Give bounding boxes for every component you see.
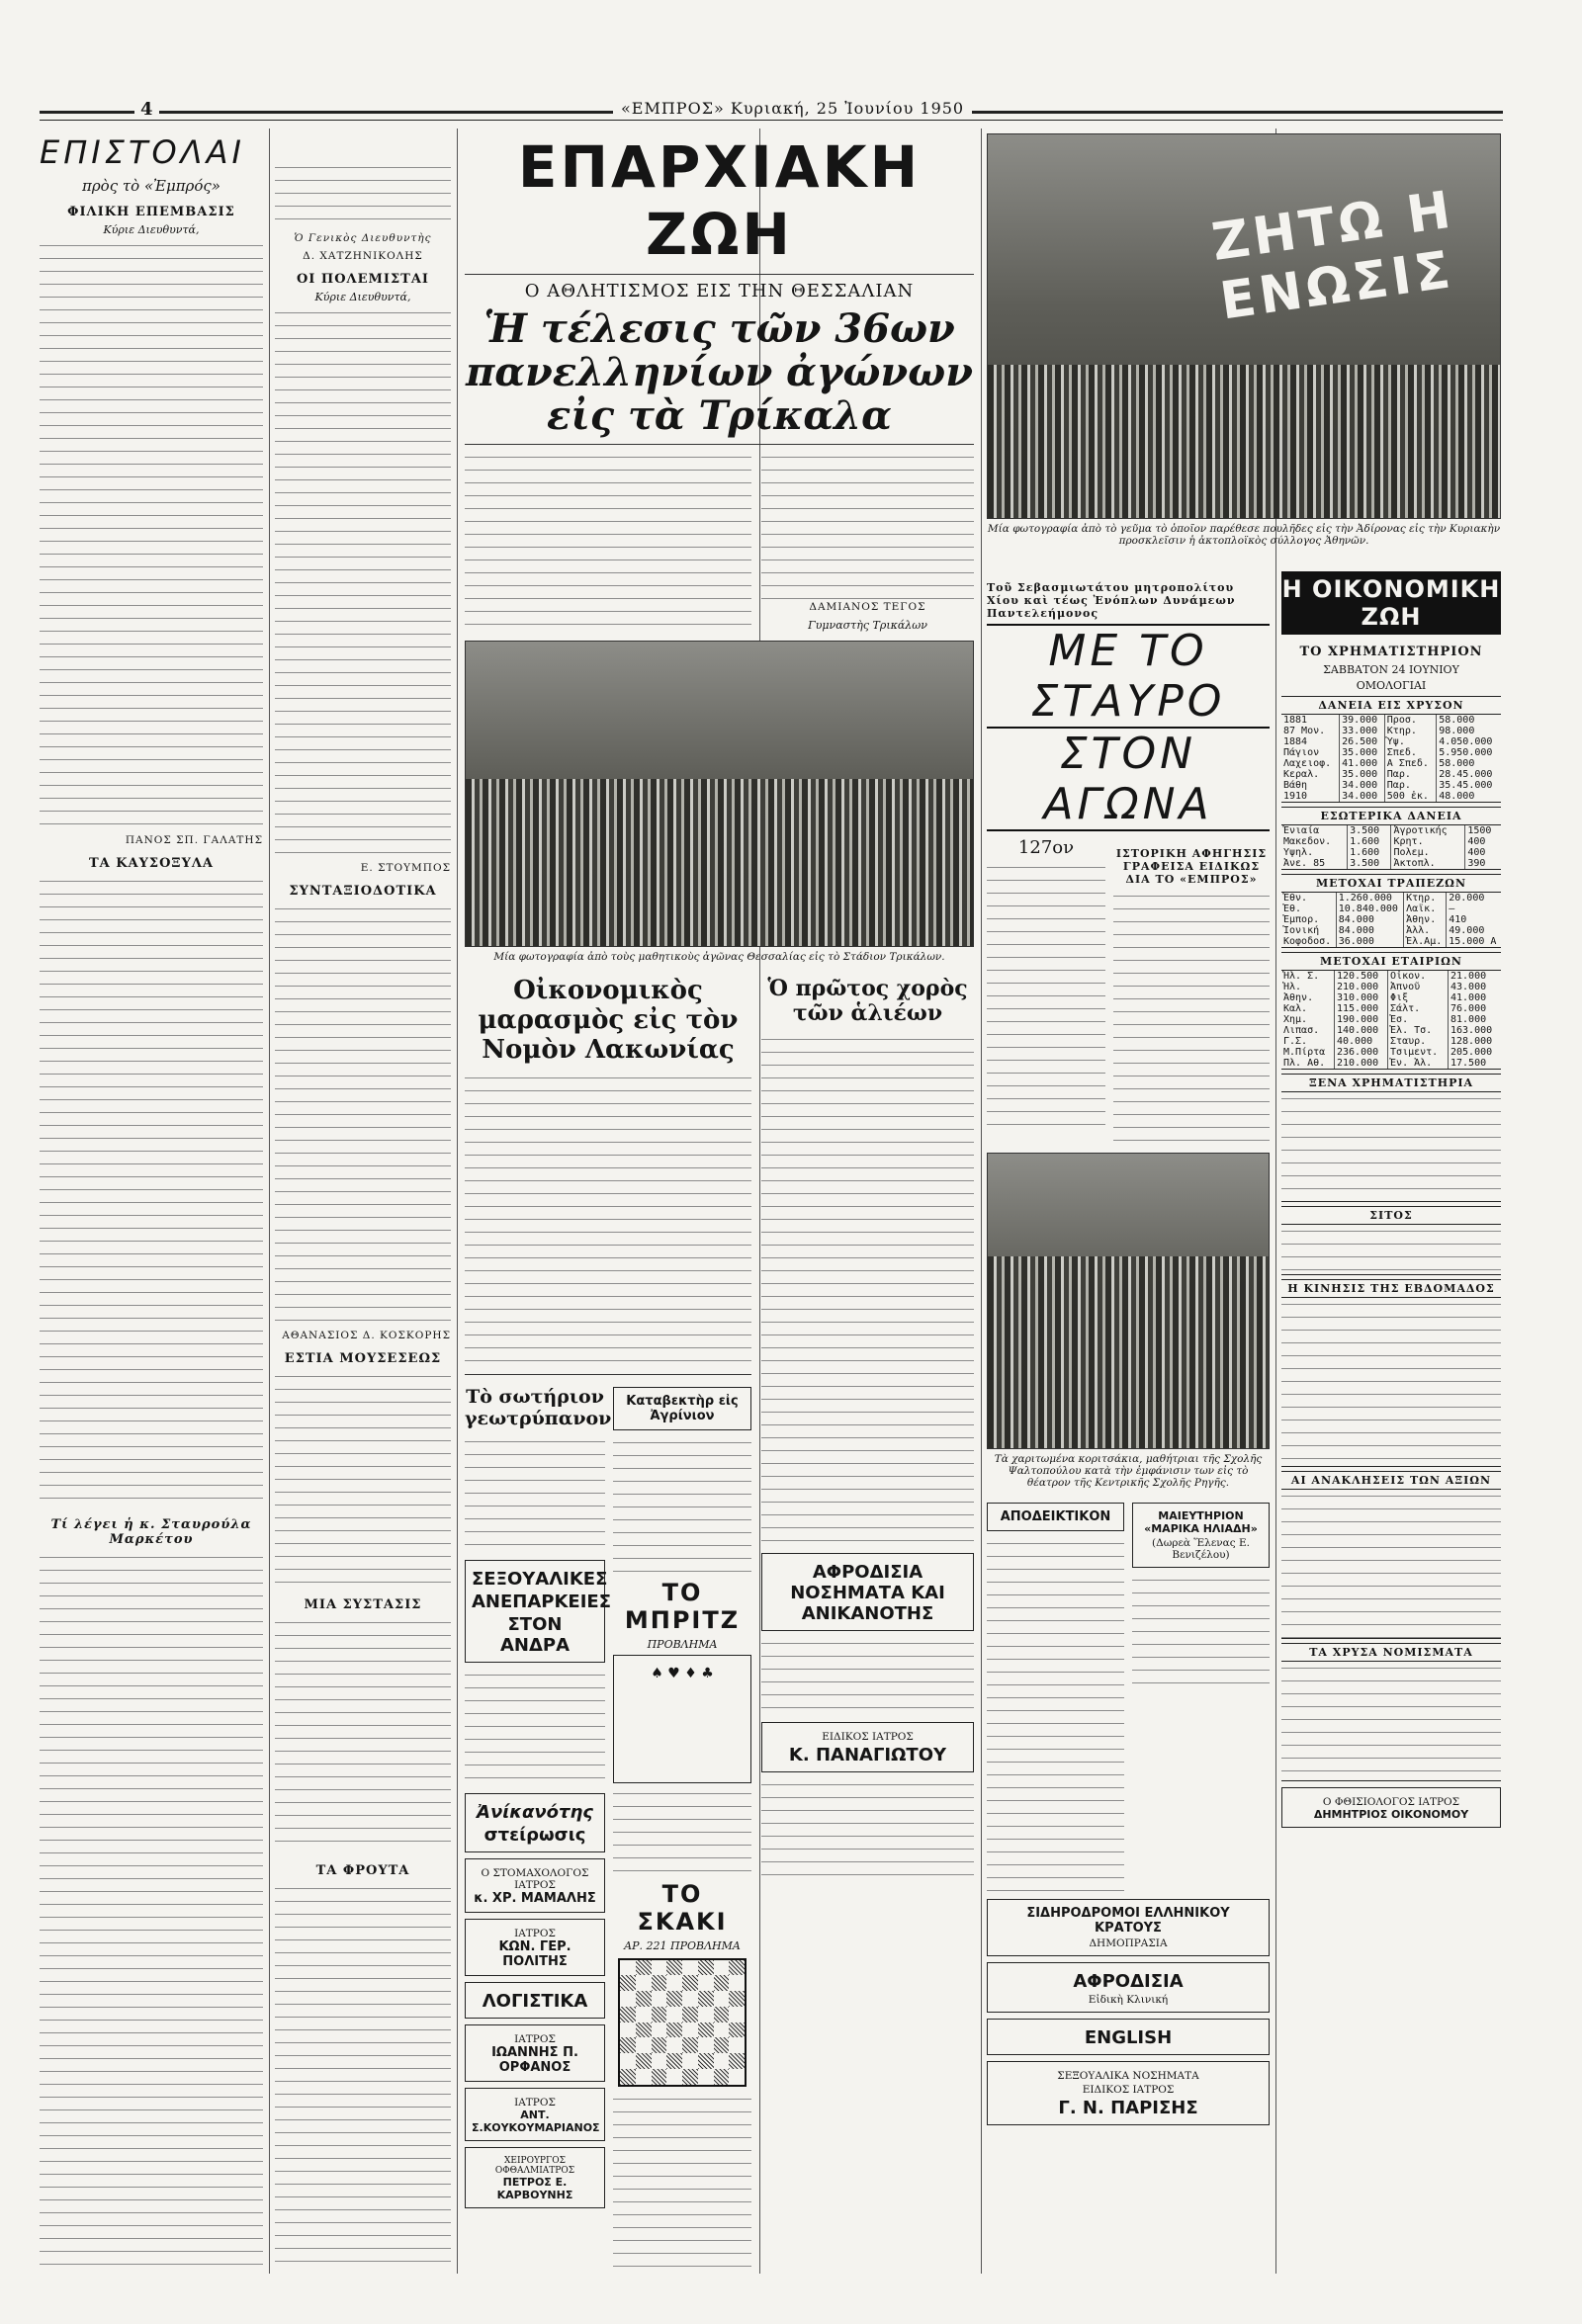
table-cell: 36.000 [1336,936,1403,947]
table-row [1281,982,1501,992]
table-cell: 390 [1467,858,1486,869]
ad-gastrologist [465,1858,605,1913]
table-cell: Ἐν. Ἁλ. [1388,1058,1449,1069]
table-cell: 21.000 [1450,971,1487,982]
table-row [1281,914,1501,925]
table-cell: 400 [1467,847,1486,858]
table-cell: 128.000 [1450,1036,1493,1047]
table-title: ΕΣΩΤΕΡΙΚΑ ΔΑΝΕΙΑ [1281,808,1501,825]
table-cell: Ἠλ. Σ. [1281,971,1334,982]
letter-body [275,306,451,860]
table-cell: 84.000 [1336,914,1403,925]
table-body [1281,1490,1501,1638]
internal-loans-table [1281,807,1501,870]
letter-signature: Ε. ΣΤΟΥΜΠΟΣ [360,862,451,874]
wheat [1281,1206,1501,1275]
photo-crowd [988,365,1500,518]
table-cell: 190.000 [1334,1014,1387,1025]
table-row [1281,992,1501,1003]
ad-doctor-politis [465,1919,605,1976]
letter-headline: ΕΣΤΙΑ ΜΟΥΣΕΣΕΩΣ [284,1351,442,1366]
letter-headline: Τί λέγει ἡ κ. Σταυρούλα Μαρκέτου [50,1517,252,1547]
table-body [1281,1092,1501,1201]
article-body [613,1436,751,1575]
letter-body [275,1882,451,2274]
table-cell: Λαϊκ. [1404,904,1447,914]
table-cell: 1884 [1281,736,1340,747]
data-table [1281,715,1501,802]
table-cell: 205.000 [1450,1047,1493,1058]
table-cell: 410 [1449,914,1467,925]
table-cell: 76.000 [1450,1003,1487,1014]
table-cell: 35.000 [1340,747,1385,758]
table-cell: 140.000 [1334,1025,1387,1036]
table-row [1281,1025,1501,1036]
article-headline: Οἰκονομικὸς μαρασμὸς εἰς τὸν Νομὸν Λακωνίας [478,976,739,1065]
ad-line: ΙΑΤΡΟΣ [514,2033,556,2046]
enosis-banner: ΖΗΤΩ Η ΕΝΩΣΙΣ [1208,180,1458,332]
table-cell: 35.000 [1340,769,1385,780]
table-cell: Τσιμεντ. [1388,1047,1449,1058]
table-cell: 40.000 [1334,1036,1387,1047]
table-cell: Ἀγροτικής [1391,825,1465,836]
ad-line: κ. ΧΡ. ΜΑΜΑΛΗΣ [474,1891,596,1907]
ad-line: στείρωσις [483,1825,586,1847]
ad-line: Γ. Ν. ΠΑΡΙΣΗΣ [1058,2098,1198,2118]
ad-line: ΣΤΟΝ ΑΝΔΡΑ [499,1614,571,1657]
letter-salutation: Κύριε Διευθυντά, [314,291,411,303]
letter-body [275,903,451,1328]
table-cell: Ὑψ. [1384,736,1436,747]
table-cell: 3.500 [1348,858,1391,869]
ad-line: ΑΝΤ. Σ.ΚΟΥΚΟΥΜΑΡΙΑΝΟΣ [472,2109,600,2135]
ad-line: ΕΙΔΙΚΟΣ ΙΑΤΡΟΣ [1082,2084,1175,2096]
table-row [1281,726,1501,736]
table-cell: Προσ. [1384,715,1436,726]
table-cell: Μ.Πίρτα [1281,1047,1334,1058]
ad-line: Ο ΣΤΟΜΑΧΟΛΟΓΟΣ ΙΑΤΡΟΣ [481,1867,589,1892]
table-cell: Ἀπνοῦ [1388,982,1449,992]
letters-column-2 [275,133,451,2274]
table-cell: Ἠλ. [1281,982,1334,992]
box-agrinio [613,1387,751,1430]
ad-line: Κ. ΠΑΝΑΓΙΩΤΟΥ [788,1744,947,1765]
gold-coins [1281,1643,1501,1781]
table-cell: Λαχειοφ. [1281,758,1340,769]
chess-title: ΤΟ ΣΚΑΚΙ [637,1879,728,1936]
table-cell: Παρ. [1384,780,1436,791]
table-title: Η ΚΙΝΗΣΙΣ ΤΗΣ ΕΒΔΟΜΑΔΟΣ [1281,1280,1501,1298]
rule [465,444,974,445]
table-cell: Ἰονική [1281,925,1336,936]
photo-caption: Μία φωτογραφία ἀπὸ τὸ γεῦμα τὸ ὁποῖον παρέθεσε πουλῆδες εἰς τὴν Ἀδίρονας εἰς τὴν Κυριακὴν προσκλεῖσιν ἡ ἀκτοπλοϊκὸς σύλλογος Ἀθηνῶν. [987,523,1501,547]
ad-line: ΑΦΡΟΔΙΣΙΑ [1073,1971,1184,1992]
table-cell: Γ.Σ. [1281,1036,1334,1047]
table-cell: Ἐσ. [1388,1014,1449,1025]
table-cell: Ἐθ. [1281,904,1336,914]
page-number: 4 [134,99,159,120]
table-cell: 58.000 [1439,758,1475,769]
ad-line: ENGLISH [1084,2027,1173,2048]
table-cell: Σπεδ. [1384,747,1436,758]
table-cell: 41.000 [1340,758,1385,769]
ad-line: ΙΑΤΡΟΣ [514,1928,556,1940]
economic-column [1281,571,1501,2252]
table-cell: Ἐνιαία [1281,825,1348,836]
table-cell: Ἐμπορ. [1281,914,1336,925]
ad-line: ΣΕΞΟΥΑΛΙΚΕΣ [472,1569,608,1591]
ad-line: ΙΩΑΝΝΗΣ Π. ΟΡΦΑΝΟΣ [491,2045,578,2076]
ad-body [1132,1574,1270,1692]
table-row [1281,1036,1501,1047]
table-cell: 48.000 [1439,791,1475,802]
bridge-text [613,1787,751,1876]
column-divider [269,129,270,2274]
table-cell: Πάγιον [1281,747,1340,758]
table-cell: 43.000 [1450,982,1487,992]
article-headline: Καταβεκτὴρ εἰς Ἀγρίνιον [626,1393,739,1423]
masthead-title: «ΕΜΠΡΟΣ» Κυριακή, 25 Ἰουνίου 1950 [613,99,972,118]
ad-line: ΠΕΤΡΟΣ Ε. ΚΑΡΒΟΥΝΗΣ [496,2176,573,2202]
weekly-movement [1281,1279,1501,1467]
letter-signature: ΠΑΝΟΣ ΣΠ. ΓΑΛΑΤΗΣ [125,834,263,846]
ad-line: Εἰδικὴ Κλινική [1088,1994,1169,2006]
rule [465,1374,751,1375]
table-cell: 1881 [1281,715,1340,726]
table-cell: Α Σπεδ. [1384,758,1436,769]
serial-body [1113,890,1270,1147]
table-cell: 115.000 [1334,1003,1387,1014]
ad-line: ΑΦΡΟΔΙΣΙΑ ΝΟΣΗΜΑΤΑ ΚΑΙ ΑΝΙΚΑΝΟΤΗΣ [790,1561,945,1624]
econ-date: ΣΑΒΒΑΤΟΝ 24 ΙΟΥΝΙΟΥ [1323,663,1459,676]
table-row [1281,893,1501,904]
table-cell: 35.45.000 [1439,780,1493,791]
table-cell: Υψηλ. [1281,847,1348,858]
table-row [1281,769,1501,780]
table-cell: 17.500 [1450,1058,1487,1069]
ad-venereal-clinic [987,1962,1270,2013]
table-row [1281,936,1501,947]
photo-caption: Τὰ χαριτωμένα κοριτσάκια, μαθήτριαι τῆς Σχολῆς Ψαλτοπούλου κατὰ τὴν ἐμφάνισιν των εἰς τὸ θέατρον τῆς Κεντρικῆς Σχολῆς Ρηγῆς. [994,1453,1263,1489]
table-cell: Σταυρ. [1388,1036,1449,1047]
table-cell: Οἰκον. [1388,971,1449,982]
table-cell: 1.260.000 [1336,893,1403,904]
section-title-letters: ΕΠΙΣΤΟΛΑΙ [40,133,245,171]
table-cell: 500 ἐκ. [1384,791,1436,802]
table-row [1281,791,1501,802]
table-cell: 400 [1467,836,1486,847]
bank-shares-table [1281,874,1501,948]
table-title: ΣΙΤΟΣ [1281,1207,1501,1225]
table-cell: 28.45.000 [1439,769,1493,780]
ad-accounting [465,1982,605,2019]
serial-title: ΣΤΟΝ ΑΓΩΝΑ [987,729,1270,831]
table-cell: 120.500 [1334,971,1387,982]
table-cell: 15.000 Α [1449,936,1497,947]
ad-body [761,1637,974,1716]
table-title: ΑΙ ΑΝΑΚΛΗΣΕΙΣ ΤΩΝ ΑΞΙΩΝ [1281,1472,1501,1490]
article-body [761,1033,974,1547]
table-cell: 1910 [1281,791,1340,802]
table-cell: Σάλτ. [1388,1003,1449,1014]
table-cell: Μακεδον. [1281,836,1348,847]
letter-body [275,161,451,230]
article-headline: Τὸ σωτήριον γεωτρύπανον [465,1385,612,1429]
table-cell: Καλ. [1281,1003,1334,1014]
photo-crowd [466,779,973,946]
table-cell: 5.950.000 [1439,747,1493,758]
table-cell: 34.000 [1340,791,1385,802]
ad-line: ΛΟΓΙΣΤΙΚΑ [482,1991,588,2013]
letter-headline: ΣΥΝΤΑΞΙΟΔΟΤΙΚΑ [289,884,437,899]
chess-text [613,2093,751,2274]
serial-title: ΜΕ ΤΟ ΣΤΑΥΡΟ [987,624,1270,729]
ad-body [987,1537,1124,1893]
table-row [1281,847,1501,858]
chess-subtitle: ΑΡ. 221 ΠΡΟΒΛΗΜΑ [624,1938,741,1952]
table-cell: — [1449,904,1455,914]
table-row [1281,925,1501,936]
section-title-provincial: ΕΠΑΡΧΙΑΚΗ ΖΩΗ [517,133,922,268]
ad-english [987,2019,1270,2055]
table-cell: 84.000 [1336,925,1403,936]
table-cell: 98.000 [1439,726,1475,736]
table-cell: 1.600 [1348,836,1391,847]
table-row [1281,836,1501,847]
ad-line: (Δωρεὰ Ἕλενας Ε. Βενιζέλου) [1152,1537,1250,1561]
article-signature: ΔΑΜΙΑΝΟΣ ΤΕΓΟΣ [809,601,926,613]
table-cell: 20.000 [1449,893,1485,904]
serial-kicker: Τοῦ Σεβασμιωτάτου μητροπολίτου Χίου καὶ τέως Ἐνόπλων Δυνάμεων Παντελεήμονος [987,581,1236,620]
ad-line: ΑΝΕΠΑΡΚΕΙΕΣ [472,1592,612,1613]
table-row [1281,1014,1501,1025]
table-title: ΜΕΤΟΧΑΙ ΕΤΑΙΡΙΩΝ [1281,953,1501,971]
schoolgirls-photo [987,1153,1270,1449]
table-cell: Παρ. [1384,769,1436,780]
table-cell: 81.000 [1450,1014,1487,1025]
letter-headline: ΤΑ ΚΑΥΣΟΞΥΛΑ [88,856,215,871]
ad-line: ΧΕΙΡΟΥΡΓΟΣ ΟΦΘΑΛΜΙΑΤΡΟΣ [494,2156,575,2177]
gold-loans-table [1281,696,1501,803]
ad-line: ΕΙΔΙΚΟΣ ΙΑΤΡΟΣ [822,1730,914,1743]
ad-ophthalmologist [465,2147,605,2208]
ad-line: ΔΗΜΗΤΡΙΟΣ ΟΙΚΟΝΟΜΟΥ [1313,1808,1469,1821]
value-recalls [1281,1471,1501,1639]
ad-line: ΜΑΙΕΥΤΗΡΙΟΝ «ΜΑΡΙΚΑ ΗΛΙΑΔΗ» [1144,1509,1258,1535]
article-body [761,451,974,599]
article-signature-role: Γυμναστὴς Τρικάλων [808,619,927,632]
table-row [1281,758,1501,769]
rule [465,274,974,275]
ad-doctor-orfanos [465,2024,605,2082]
table-cell: Πλ. Αθ. [1281,1058,1334,1069]
column-divider [981,129,982,2274]
table-cell: 10.840.000 [1336,904,1403,914]
chess-board [618,1958,747,2087]
table-cell: Λιπασ. [1281,1025,1334,1036]
serial-column [987,571,1270,2252]
data-table [1281,825,1501,869]
table-cell: 41.000 [1450,992,1487,1003]
ad-body [465,1669,605,1787]
table-cell: 33.000 [1340,726,1385,736]
letter-signature-role: Ὁ Γενικὸς Διευθυντὴς [294,232,432,244]
table-cell: 26.500 [1340,736,1385,747]
table-row [1281,780,1501,791]
ad-impotence [465,1793,605,1852]
letter-signature: ΑΘΑΝΑΣΙΟΣ Δ. ΚΟΣΚΟΡΗΣ [282,1330,451,1341]
table-cell: 3.500 [1348,825,1391,836]
letter-headline: ΤΑ ΦΡΟΥΤΑ [315,1863,410,1878]
table-row [1281,825,1501,836]
table-row [1281,715,1501,726]
ad-venereal [761,1553,974,1631]
data-table [1281,971,1501,1069]
table-title: ΔΑΝΕΙΑ ΕΙΣ ΧΡΥΣΟΝ [1281,697,1501,715]
article-headline: Ὁ πρῶτος χορὸς τῶν ἁλιέων [767,976,968,1027]
article-body [465,1072,751,1368]
letter-signature: Δ. ΧΑΤΖΗΝΙΚΟΛΗΣ [303,250,423,262]
article-kicker: Ο ΑΘΛΗΤΙΣΜΟΣ ΕΙΣ ΤΗΝ ΘΕΣΣΑΛΙΑΝ [524,281,915,301]
table-cell: Ἀθην. [1404,914,1447,925]
table-cell: Ἀλλ. [1404,925,1447,936]
letter-salutation: Κύριε Διευθυντά, [103,223,200,236]
letter-headline: ΜΙΑ ΣΥΣΤΑΣΙΣ [304,1597,422,1612]
letter-body [275,1616,451,1853]
letters-column [40,133,263,2274]
column-divider [457,129,458,2274]
table-cell: Κεραλ. [1281,769,1340,780]
table-body [1281,1662,1501,1780]
letter-body [275,1370,451,1588]
bridge-subtitle: ΠΡΟΒΛΗΜΑ [647,1637,718,1651]
letters-subtitle [275,139,451,157]
serial-subtitle: ΙΣΤΟΡΙΚΗ ΑΦΗΓΗΣΙΣ ΓΡΑΦΕΙΣΑ ΕΙΔΙΚΩΣ ΔΙΑ ΤΟ «ΕΜΠΡΟΣ» [1115,847,1268,886]
serial-number: 127ον [1017,837,1075,858]
letter-body [40,239,263,832]
table-title: ΤΑ ΧΡΥΣΑ ΝΟΜΙΣΜΑΤΑ [1281,1644,1501,1662]
table-cell: 4.050.000 [1439,736,1493,747]
table-row [1281,904,1501,914]
ad-parisis [987,2061,1270,2125]
table-row [1281,1058,1501,1069]
ad-body [761,1778,974,1877]
ad-line: Ο ΦΘΙΣΙΟΛΟΓΟΣ ΙΑΤΡΟΣ [1322,1796,1460,1808]
ad-receipt [987,1503,1124,1531]
article-headline: Ἡ τέλεσις τῶν 36ων πανελληνίων ἀγώνων εἰς τὰ Τρίκαλα [465,305,974,439]
ad-line: Ἀνίκανότης [477,1802,593,1824]
bridge-title: ΤΟ ΜΠΡΙΤΖ [624,1578,741,1634]
letters-subtitle: πρὸς τὸ «Ἐμπρός» [82,177,220,195]
ad-line: ΣΙΔΗΡΟΔΡΟΜΟΙ ΕΛΛΗΝΙΚΟΥ ΚΡΑΤΟΥΣ [1026,1906,1230,1936]
table-cell: Κοφοδοσ. [1281,936,1336,947]
enosis-photo [987,133,1501,519]
article-body [465,451,751,629]
econ-subtitle-2: ΟΜΟΛΟΓΙΑΙ [1356,679,1427,692]
table-cell: Βάθη [1281,780,1340,791]
table-cell: 210.000 [1334,1058,1387,1069]
table-row [1281,858,1501,869]
photo-caption: Μία φωτογραφία ἀπὸ τοὺς μαθητικοὺς ἀγῶνας Θεσσαλίας εἰς τὸ Στάδιον Τρικάλων. [493,951,945,963]
table-cell: 210.000 [1334,982,1387,992]
table-cell: 39.000 [1340,715,1385,726]
letter-body [40,1551,263,2274]
table-body [1281,1225,1501,1274]
ad-line: ΑΠΟΔΕΙΚΤΙΚΟΝ [1000,1509,1111,1524]
table-cell: Πολεμ. [1391,847,1465,858]
company-shares-table [1281,952,1501,1070]
table-cell: Ἀνε. 85 [1281,858,1348,869]
ad-railways [987,1899,1270,1956]
table-cell: 49.000 [1449,925,1485,936]
data-table [1281,893,1501,947]
ad-doctor-koukoumarianos [465,2088,605,2141]
econ-subtitle: ΤΟ ΧΡΗΜΑΤΙΣΤΗΡΙΟΝ [1299,645,1483,659]
ad-line: ΔΗΜΟΠΡΑΣΙΑ [1089,1937,1168,1949]
bridge-diagram: ♠ ♥ ♦ ♣ [613,1655,751,1783]
foreign-exchanges [1281,1074,1501,1202]
table-cell: Ἐλ.Αμ. [1404,936,1447,947]
letter-headline: ΦΙΛΙΚΗ ΕΠΕΜΒΑΣΙΣ [67,205,235,219]
stadium-photo [465,641,974,947]
econ-title: Η ΟΙΚΟΝΟΜΙΚΗ ΖΩΗ [1281,571,1501,635]
table-cell: 1.600 [1348,847,1391,858]
table-cell: Ἀκτοπλ. [1391,858,1465,869]
letter-headline: ΟΙ ΠΟΛΕΜΙΣΤΑΙ [296,272,430,287]
ad-panagiotou [761,1722,974,1772]
table-row [1281,1003,1501,1014]
table-row [1281,971,1501,982]
table-cell: Κτηρ. [1404,893,1447,904]
table-body [1281,1298,1501,1466]
table-row [1281,1047,1501,1058]
provincial-life-section [465,133,974,2274]
photo-crowd [988,1256,1269,1448]
table-cell: Ἐλ. Τσ. [1388,1025,1449,1036]
table-cell: 87 Μον. [1281,726,1340,736]
table-cell: Κρητ. [1391,836,1465,847]
table-row [1281,736,1501,747]
table-cell: Φιξ [1388,992,1449,1003]
table-cell: Ἐθν. [1281,893,1336,904]
serial-body [987,861,1105,1128]
letter-body [40,875,263,1507]
article-body [465,1435,605,1554]
table-cell: 310.000 [1334,992,1387,1003]
table-title: ΞΕΝΑ ΧΡΗΜΑΤΙΣΤΗΡΙΑ [1281,1075,1501,1092]
ad-line: ΣΕΞΟΥΑΛΙΚΑ ΝΟΣΗΜΑΤΑ [1057,2070,1199,2082]
table-cell: 236.000 [1334,1047,1387,1058]
ad-line: ΚΩΝ. ΓΕΡ. ΠΟΛΙΤΗΣ [498,1939,571,1970]
table-row [1281,747,1501,758]
ad-line: ΙΑΤΡΟΣ [514,2097,556,2109]
table-cell: 34.000 [1340,780,1385,791]
ad-sexual-deficiency [465,1560,612,1663]
table-cell: 1500 [1467,825,1492,836]
table-title: ΜΕΤΟΧΑΙ ΤΡΑΠΕΖΩΝ [1281,875,1501,893]
table-cell: Κτηρ. [1384,726,1436,736]
table-cell: 163.000 [1450,1025,1493,1036]
ad-phthisiologist [1281,1787,1501,1828]
table-cell: 58.000 [1439,715,1475,726]
table-cell: Χημ. [1281,1014,1334,1025]
table-cell: Ἀθην. [1281,992,1334,1003]
ad-maternity [1132,1503,1270,1568]
